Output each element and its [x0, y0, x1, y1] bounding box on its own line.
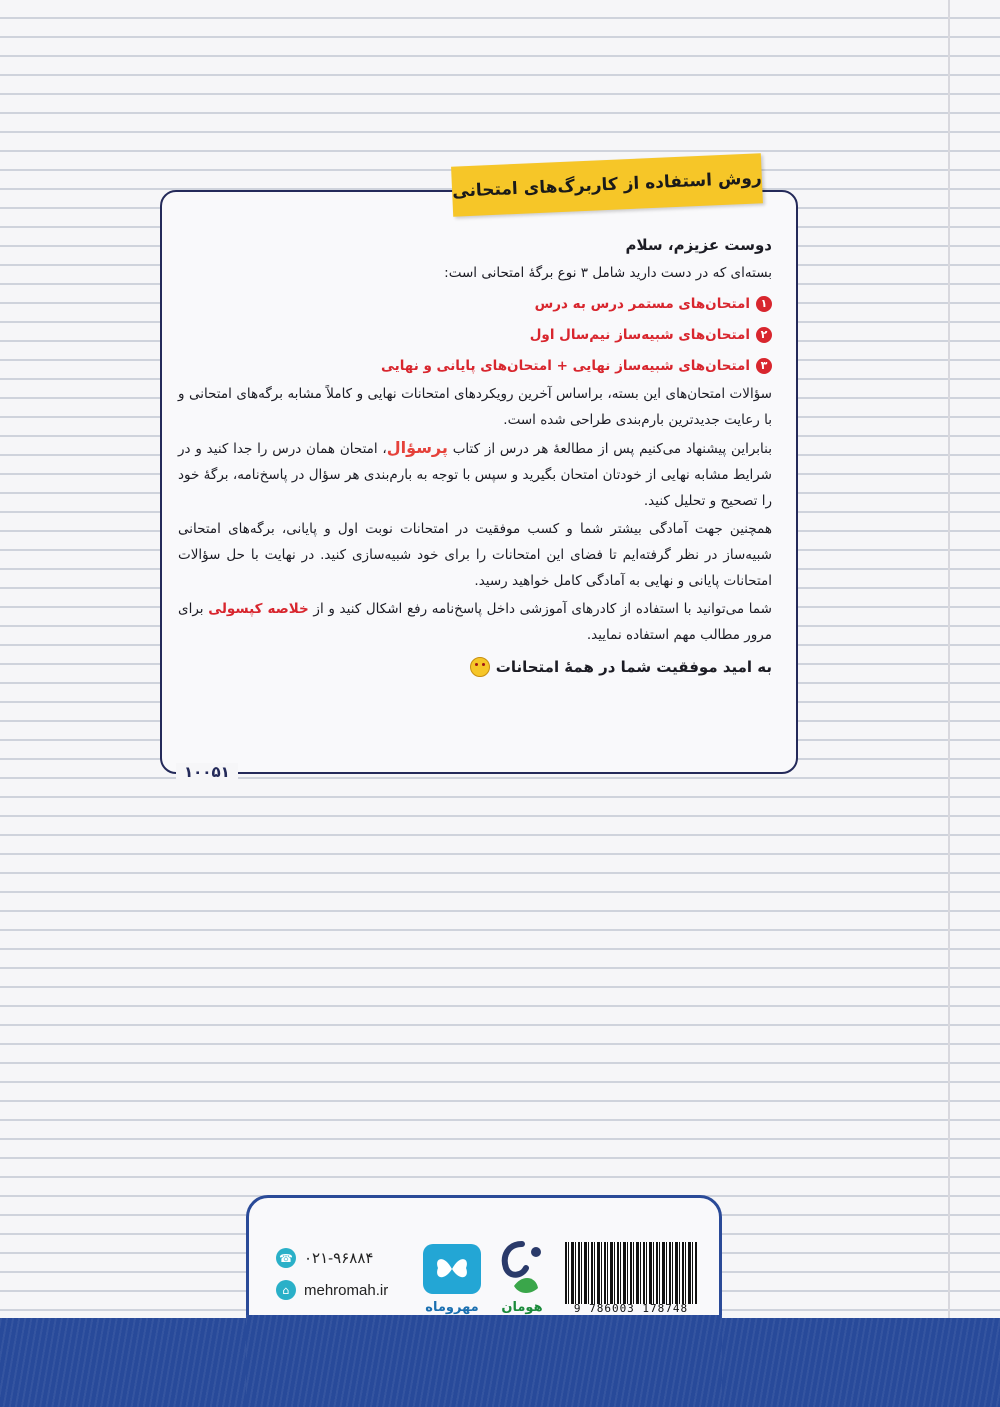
- butterfly-icon: [432, 1252, 472, 1286]
- closing-text: به امید موفقیت شما در همهٔ امتحانات: [495, 658, 772, 676]
- number-badge: ۳: [756, 358, 772, 374]
- list-item-text: امتحان‌های شبیه‌ساز نیم‌سال اول: [529, 327, 750, 343]
- barcode-icon: [565, 1242, 697, 1304]
- greeting: دوست عزیزم، سلام: [625, 236, 772, 254]
- number-badge: ۱: [756, 296, 772, 312]
- publisher-human: هومان: [501, 1300, 543, 1315]
- list-item-text: امتحان‌های مستمر درس به درس: [534, 296, 750, 312]
- home-icon: ⌂: [276, 1280, 296, 1300]
- number-badge: ۲: [756, 327, 772, 343]
- paragraph-2: [178, 435, 772, 514]
- phone-number: ۰۲۱-۹۶۸۸۴: [304, 1250, 374, 1267]
- instructions-content: [178, 228, 772, 680]
- phone-row: [276, 1248, 388, 1268]
- smiley-icon: [470, 657, 490, 677]
- page-title: روش استفاده از کاربرگ‌های امتحانی: [451, 168, 763, 202]
- intro-text: بسته‌ای که در دست دارید شامل ۳ نوع برگهٔ امتحانی است:: [444, 265, 772, 281]
- capsule-summary-highlight: خلاصه کپسولی: [208, 601, 309, 617]
- mehromah-logo: [423, 1244, 481, 1294]
- list-item: [178, 353, 772, 379]
- paragraph-4-end: برای مرور مطالب مهم استفاده نمایید.: [178, 601, 772, 643]
- paragraph-2-end: ، امتحان همان درس را جدا کنید و در شرایط مشابه نهایی از خودتان امتحان بگیرید و سپس با توجه به بارم‌بندی هر سؤال در پاسخ‌نامه، برگهٔ خود را تصحیح و تحلیل کنید.: [178, 441, 772, 509]
- paragraph-3: همچنین جهت آمادگی بیشتر شما و کسب موفقیت در امتحانات نوبت اول و پایانی، برگه‌های امتحانی شبیه‌ساز در نظر گرفته‌ایم تا فضای این امتحانات را برای خود شبیه‌سازی کنید. در نهایت با حل سؤالات امتحانات پایانی و نهایی به آمادگی کامل خواهید رسید.: [178, 521, 772, 589]
- paragraph-4-start: شما می‌توانید با استفاده از کادرهای آموزشی داخل پاسخ‌نامه رفع اشکال کنید و از: [308, 601, 772, 617]
- list-item-text: امتحان‌های شبیه‌ساز نهایی + امتحان‌های پایانی و نهایی: [380, 358, 750, 374]
- contact-info: [276, 1248, 388, 1300]
- paragraph-4: [178, 596, 772, 648]
- website-link[interactable]: mehromah.ir: [304, 1281, 389, 1299]
- phone-icon: ☎: [276, 1248, 296, 1268]
- list-item: [178, 291, 772, 317]
- box-number: ۱۰۰۵۱: [176, 763, 238, 781]
- publisher-mehromah: مهروماه: [425, 1300, 479, 1315]
- margin-line: [948, 0, 950, 1407]
- paragraph-2-start: بنابراین پیشنهاد می‌کنیم پس از مطالعهٔ هر درس از کتاب: [447, 441, 772, 457]
- human-logo-icon: [492, 1238, 552, 1308]
- list-item: [178, 322, 772, 348]
- brand-name: پرسؤال: [386, 438, 448, 457]
- closing-line: [178, 654, 772, 680]
- paragraph-1: سؤالات امتحان‌های این بسته، براساس آخرین رویکردهای امتحانات نهایی و کاملاً مشابه برگه‌های امتحانی و با رعایت جدیدترین بارم‌بندی طراحی شده است.: [178, 386, 772, 428]
- footer-panel-base: [246, 1315, 722, 1407]
- isbn-number: 9 786003 178748: [573, 1302, 689, 1315]
- website-row: [276, 1280, 388, 1300]
